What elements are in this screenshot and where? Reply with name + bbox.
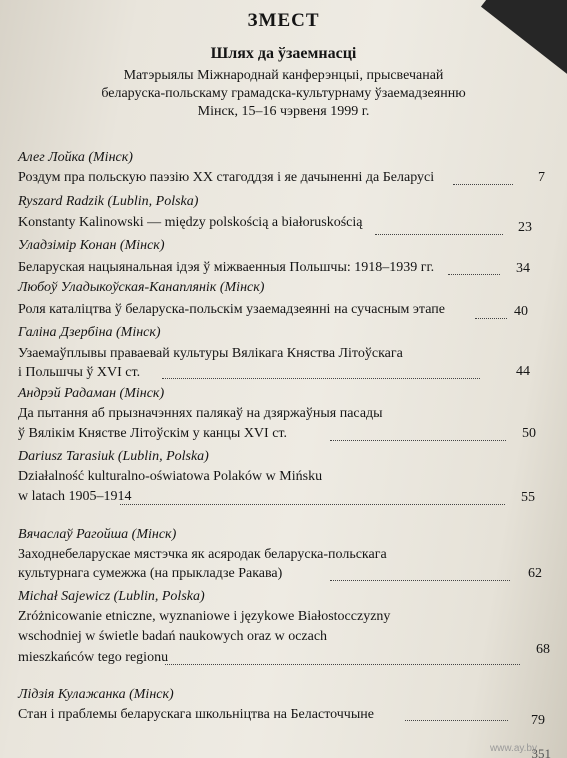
section-subtitle-line: Мінск, 15–16 чэрвеня 1999 г.: [197, 104, 370, 119]
entry-title-line: Беларуская нацыянальная ідэя ў міжваенныя Польшчы: 1918–1939 гг.: [18, 260, 435, 275]
leader-dots: [120, 504, 505, 505]
entry-author: Вячаслаў Рагойша (Мінск): [18, 527, 177, 542]
watermark: www.ay.by: [489, 743, 537, 754]
entry-title-line: Узаемаўплывы праваевай культуры Вялікага Княства Літоўскага: [18, 346, 403, 361]
entry-author: Dariusz Tarasiuk (Lublin, Polska): [18, 449, 209, 464]
entry-page-number: 68: [536, 642, 550, 657]
contents-heading: ЗМЕСТ: [247, 10, 320, 31]
entry-title-line: Konstanty Kalinowski — między polskością a białoruskością: [18, 215, 363, 230]
entry-page-number: 23: [518, 220, 532, 235]
entry-page-number: 34: [516, 261, 530, 276]
leader-dots: [330, 580, 510, 581]
entry-author: Андрэй Радаман (Мінск): [18, 386, 165, 401]
entry-title-line: Стан і праблемы беларускага школьніцтва на Беласточчыне: [18, 707, 374, 722]
entry-page-number: 62: [528, 566, 542, 581]
entry-page-number: 55: [521, 490, 535, 505]
entry-title-line: wschodniej w świetle badań naukowych oraz w oczach: [18, 629, 328, 644]
entry-author: Michał Sajewicz (Lublin, Polska): [18, 589, 205, 604]
entry-page-number: 79: [531, 713, 545, 728]
leader-dots: [165, 664, 520, 665]
entry-title-line: Заходнебеларускае мястэчка як асяродак беларуска-польскага: [18, 547, 387, 562]
entry-author: Ryszard Radzik (Lublin, Polska): [18, 194, 199, 209]
leader-dots: [448, 274, 500, 275]
entry-author: Уладзімір Конан (Мінск): [18, 238, 165, 253]
section-subtitle-line: Матэрыялы Міжнароднай канферэнцыі, прысвечанай: [123, 68, 444, 83]
entry-title-line: Роля каталіцтва ў беларуска-польскім узаемадзеянні на сучасным этапе: [18, 302, 445, 317]
entry-title-line: Роздум пра польскую паэзію XX стагоддзя і яе дачыненні да Беларусі: [18, 170, 435, 185]
leader-dots: [162, 378, 480, 379]
entry-title-line: Zróżnicowanie etniczne, wyznaniowe i językowe Białostocczyzny: [18, 609, 391, 624]
entry-page-number: 44: [516, 364, 530, 379]
entry-page-number: 7: [538, 170, 545, 185]
section-title: Шлях да ўзаемнасці: [210, 45, 357, 62]
entry-page-number: 50: [522, 426, 536, 441]
entry-page-number: 40: [514, 304, 528, 319]
entry-title-line: Działalność kulturalno-oświatowa Polaków w Mińsku: [18, 469, 323, 484]
entry-author: Галіна Дзербіна (Мінск): [18, 325, 161, 340]
leader-dots: [453, 184, 513, 185]
entry-author: Лідзія Кулажанка (Мінск): [18, 687, 174, 702]
page-number: 351: [531, 746, 551, 758]
entry-author: Любоў Уладыкоўская-Канаплянік (Мінск): [18, 280, 265, 295]
section-subtitle-line: беларуска-польскаму грамадска-культурнаму ўзаемадзеянню: [101, 86, 466, 101]
entry-author: Алег Лойка (Мінск): [18, 150, 133, 165]
entry-title-line: і Польшчы ў XVI ст.: [18, 365, 141, 380]
entry-title-line: Да пытання аб прызначэннях палякаў на дзяржаўныя пасады: [18, 406, 383, 421]
leader-dots: [330, 440, 506, 441]
leader-dots: [375, 234, 503, 235]
entry-title-line: ў Вялікім Княстве Літоўскім у канцы XVI ст.: [18, 426, 287, 441]
entry-title-line: mieszkańców tego regionu: [18, 650, 169, 665]
entry-title-line: культурнага сумежжа (на прыкладзе Ракава): [18, 566, 283, 581]
leader-dots: [405, 720, 508, 721]
entry-title-line: w latach 1905–1914: [18, 489, 132, 504]
